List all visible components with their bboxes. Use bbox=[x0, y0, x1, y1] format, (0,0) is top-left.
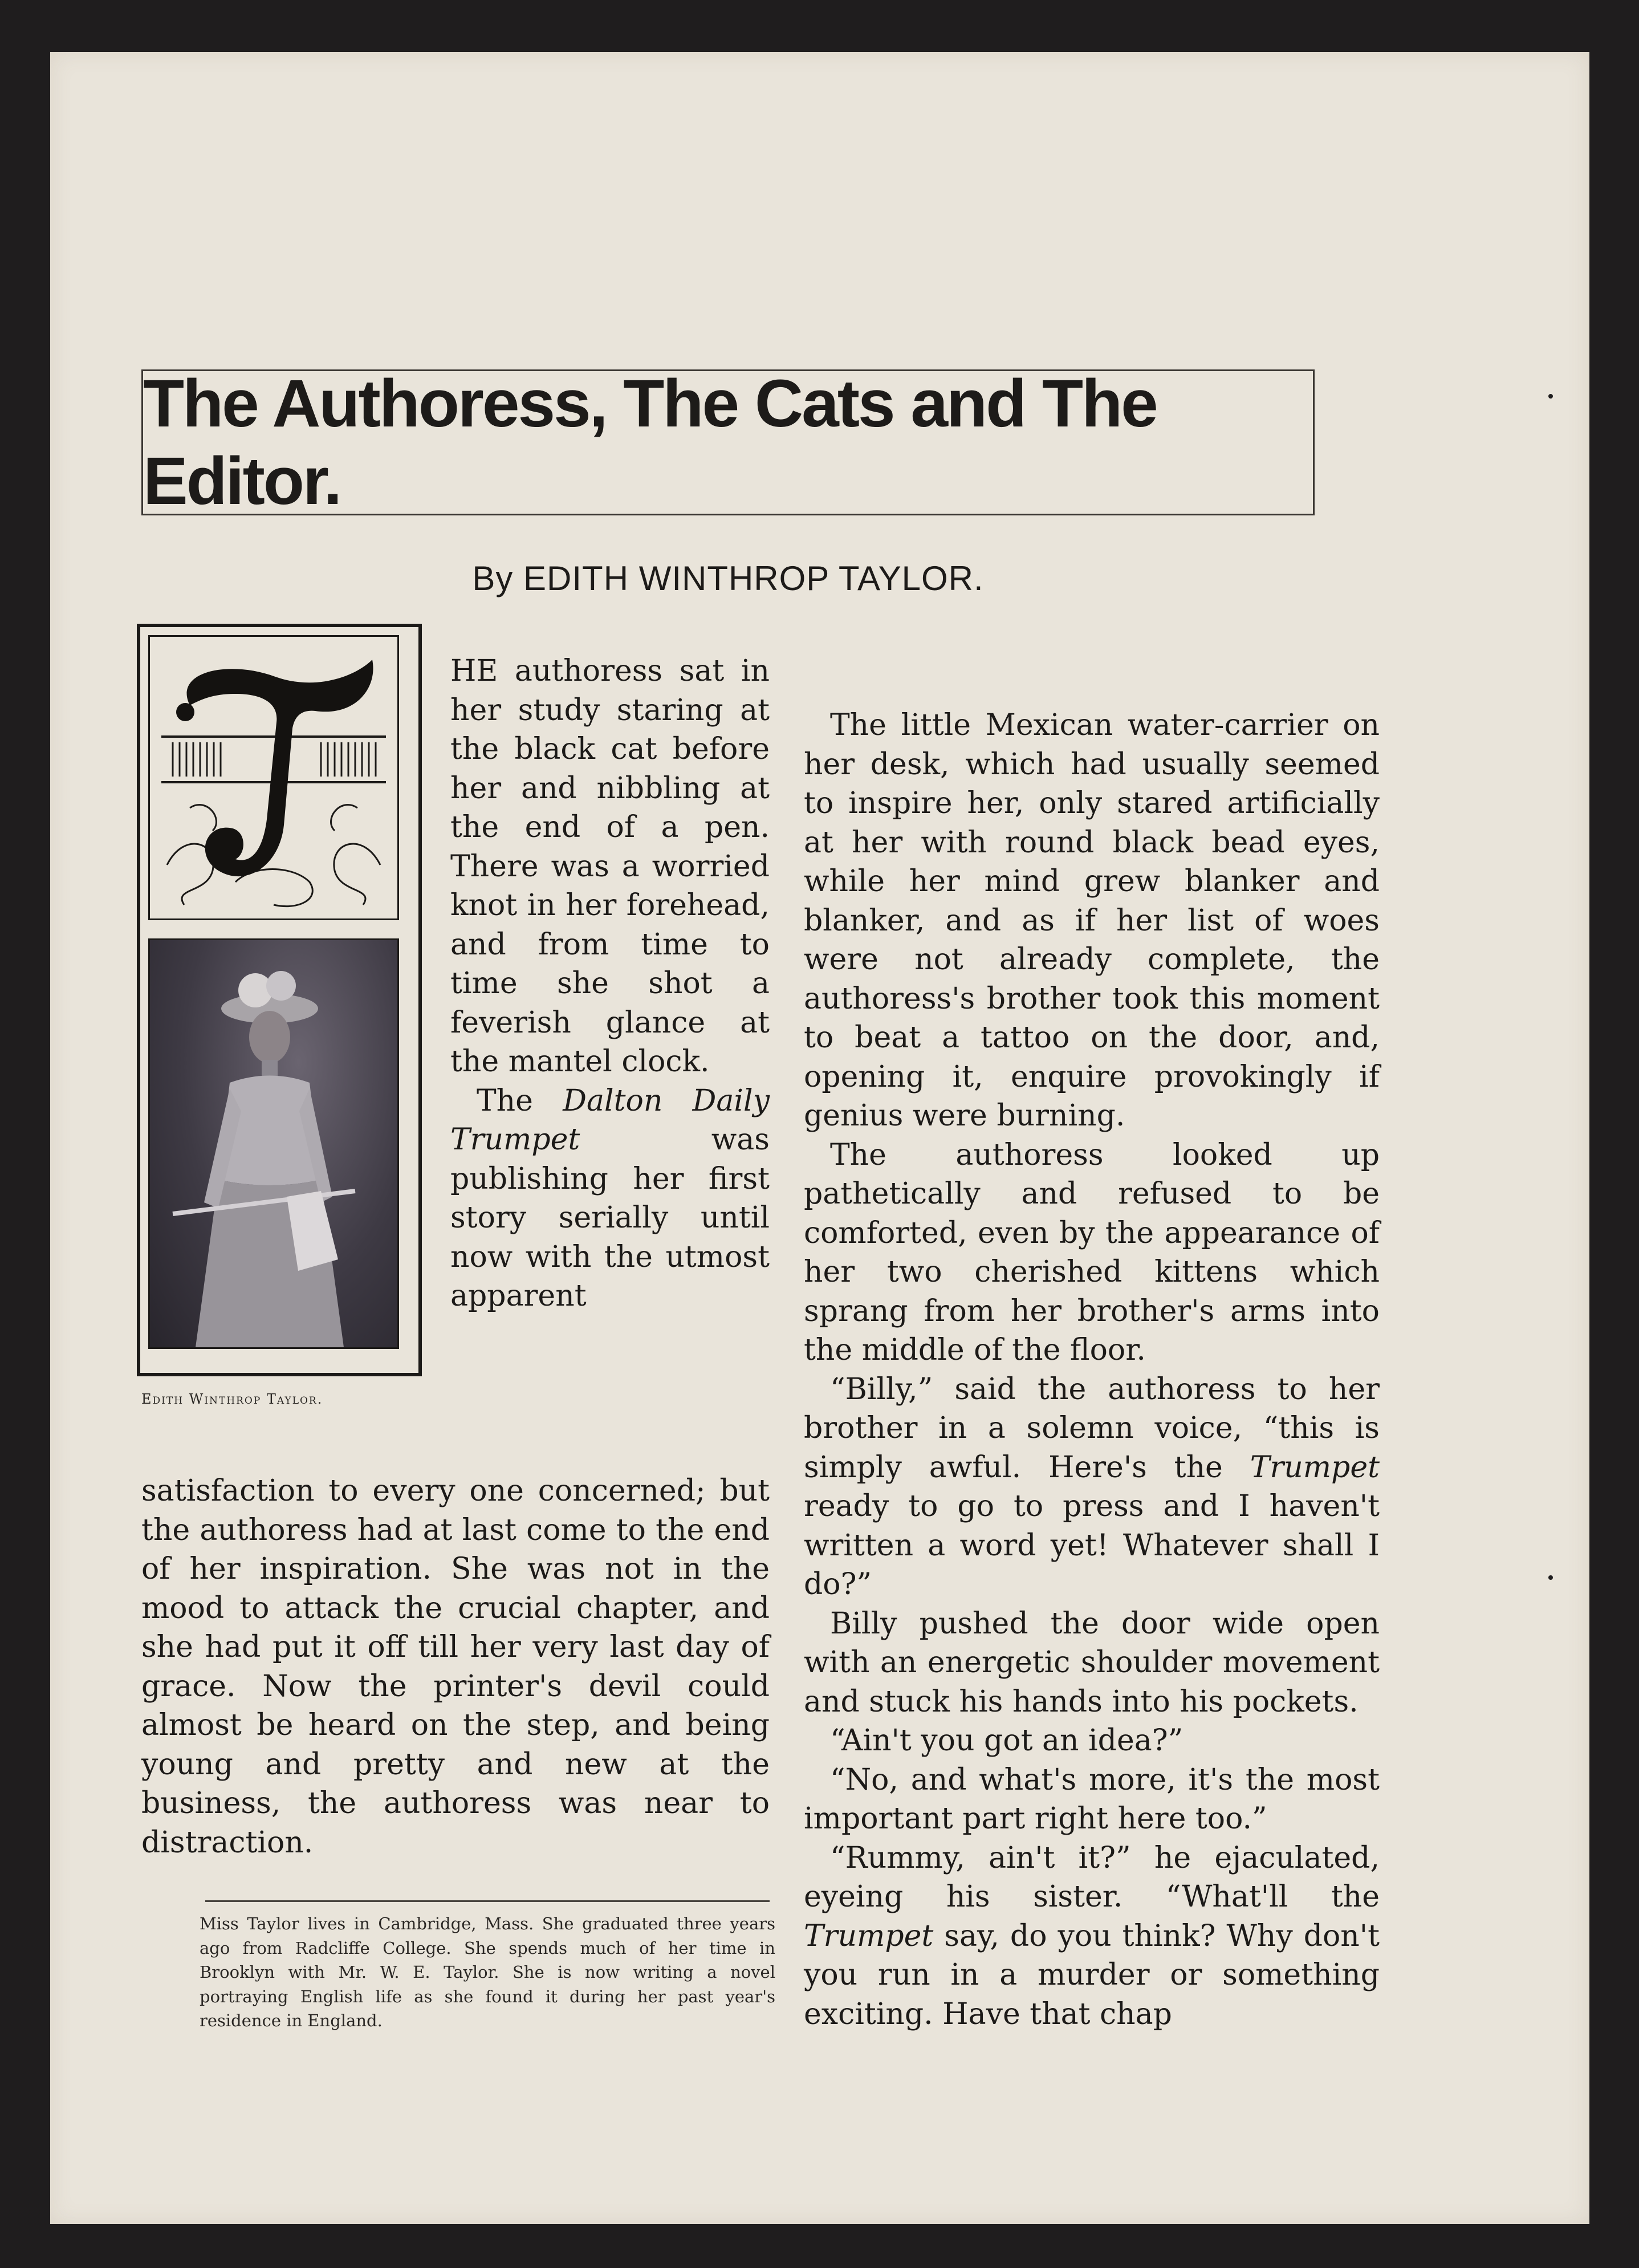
text-run: “Billy,” said the authoress to her brother in a solemn voice, “this is simply awful. Here's the bbox=[804, 1372, 1380, 1485]
title-frame bbox=[141, 366, 1315, 519]
article-byline: By EDITH WINTHROP TAYLOR. bbox=[472, 559, 984, 598]
author-portrait bbox=[148, 938, 399, 1349]
page-speck bbox=[1548, 1575, 1553, 1580]
paragraph: The authoress looked up pathetically and refused to be comforted, even by the appearance of her two cherished kittens which sprang from her brother's arms into the middle of the floor. bbox=[804, 1137, 1380, 1367]
paragraph: “Ain't you got an idea?” bbox=[830, 1724, 1184, 1758]
newspaper-name: Trumpet bbox=[1250, 1450, 1380, 1485]
paragraph: “No, and what's more, it's the most important part right here too.” bbox=[804, 1762, 1380, 1836]
drop-cap-panel bbox=[137, 624, 422, 1376]
paragraph: The little Mexican water-carrier on her desk, which had usually seemed to inspire her, only stared artificially at her with round black bead eyes, while her mind grew blanker and blanker, and as if her list of woes were not already complete, the authoress's brother took this moment to beat a tattoo on the door, and, opening it, enquire provokingly if genius were burning. bbox=[804, 708, 1380, 1133]
right-column-body bbox=[804, 706, 1380, 2034]
paragraph bbox=[450, 1082, 770, 1316]
portrait-figure-icon bbox=[150, 940, 397, 1347]
paragraph bbox=[804, 1839, 1380, 2034]
text-run: was publishing her first story serially until now with the utmost apparent bbox=[450, 1123, 770, 1313]
paragraph: HE authoress sat in her study staring at the black cat before her and nibbling at the end of a pen. There was a worried knot in her forehead, and from time to time she shot a feverish glance at the mantel clock. bbox=[450, 654, 770, 1079]
paragraph: satisfaction to every one concerned; but the authoress had at last come to the end of her inspiration. She was not in the mood to attack the crucial chapter, and she had put it off till her very last day of grace. Now the printer's devil could almost be heard on the step, and being young and pretty and new at the business, the authoress was near to distraction. bbox=[141, 1474, 770, 1860]
newspaper-name: Dalton Daily Trumpet bbox=[450, 1083, 770, 1157]
ornament-icon bbox=[150, 637, 397, 918]
left-column-body bbox=[141, 1472, 770, 1862]
newspaper-name: Trumpet bbox=[804, 1919, 934, 1953]
paragraph bbox=[804, 1370, 1380, 1604]
page-speck bbox=[1548, 394, 1553, 399]
article-title: The Authoress, The Cats and The Editor. bbox=[143, 366, 1157, 519]
paragraph: Billy pushed the door wide open with an energetic shoulder movement and stuck his hands into his pockets. bbox=[804, 1606, 1380, 1719]
author-footnote: Miss Taylor lives in Cambridge, Mass. She graduated three years ago from Radcliffe College. She spends much of her time in Brooklyn with Mr. W. E. Taylor. She is now writing a novel portraying English life as she found it during her past year's residence in England. bbox=[200, 1914, 775, 2030]
text-run: ready to go to press and I haven't written a word yet! Whatever shall I do?” bbox=[804, 1489, 1380, 1602]
portrait-caption: Edith Winthrop Taylor. bbox=[141, 1391, 323, 1407]
text-run: say, do you think? Why don't you run in a murder or something exciting. Have that chap bbox=[804, 1919, 1380, 2031]
ornamental-initial bbox=[148, 635, 399, 920]
text-run: “Rummy, ain't it?” he ejaculated, eyeing his sister. “What'll the bbox=[804, 1840, 1380, 1914]
text-run: The bbox=[477, 1083, 563, 1118]
lead-paragraphs bbox=[450, 652, 770, 1316]
footnote-divider bbox=[205, 1900, 770, 1902]
